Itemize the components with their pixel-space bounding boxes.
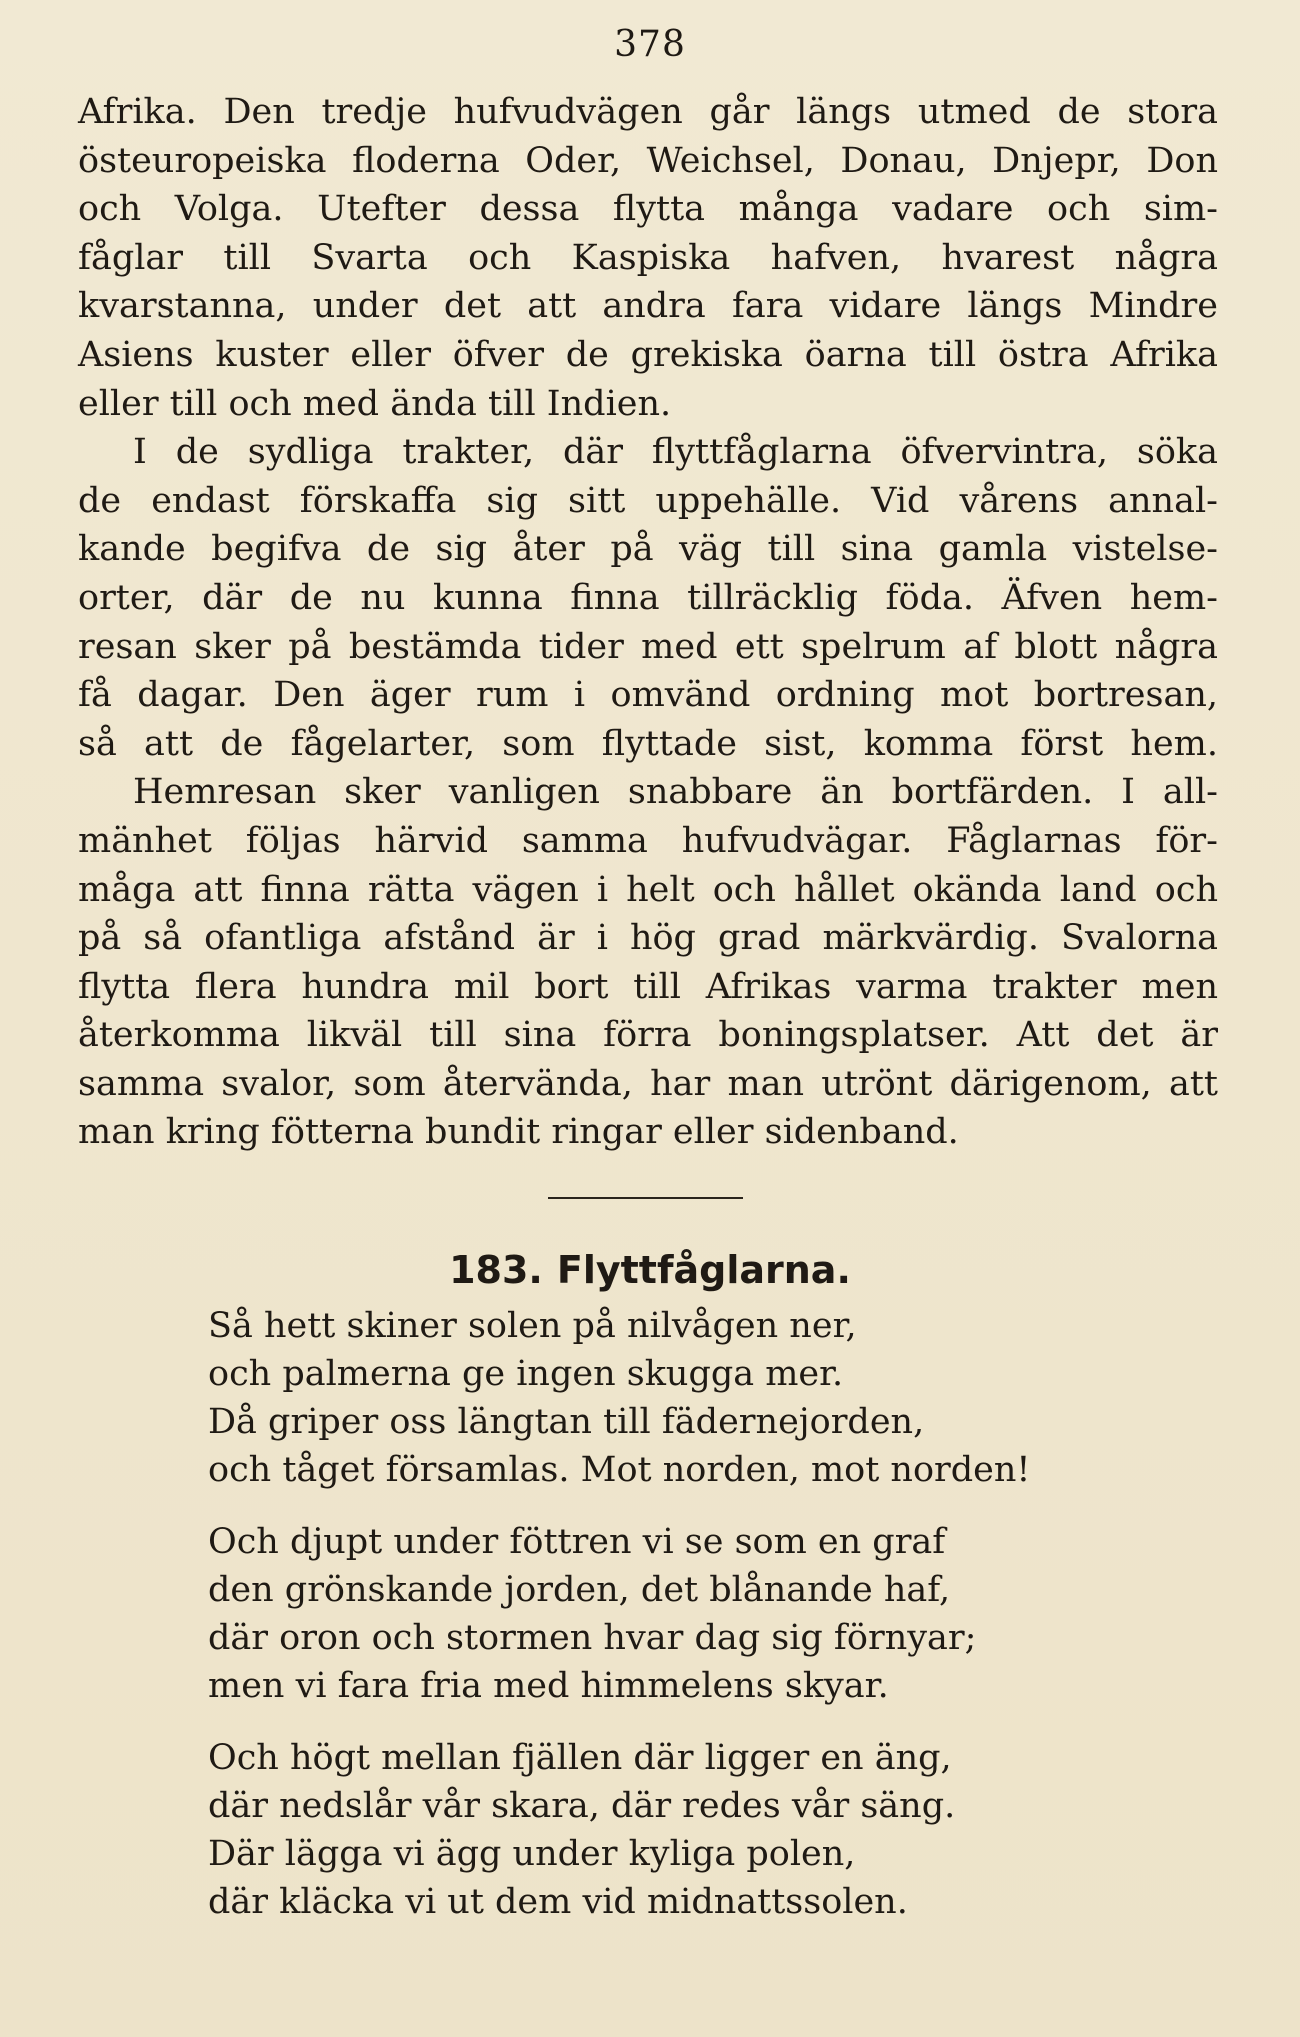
poem-stanza [208,1734,1168,1926]
prose-line: kande begifva de sig åter på väg till sina gamla vistelse- [78,529,1218,570]
poem-line: Och djupt under föttren vi se som en graf [208,1522,946,1562]
poem-line: Så hett skiner solen på nilvågen ner, [208,1306,857,1346]
prose-line: så att de fågelarter, som flyttade sist, komma först hem. [78,723,1218,764]
poem-stanza [208,1302,1168,1494]
poem-line: den grönskande jorden, det blånande haf, [208,1570,951,1610]
prose-line: eller till och med ända till Indien. [78,383,672,424]
page-number: 378 [614,24,686,65]
prose-line: måga att finna rätta vägen i helt och hållet okända land och [78,869,1218,910]
poem-line: Där lägga vi ägg under kyliga polen, [208,1834,856,1874]
section-divider [548,1197,743,1199]
poem-line: men vi fara fria med himmelens skyar. [208,1666,889,1706]
poem-line: där kläcka vi ut dem vid midnattssolen. [208,1882,908,1922]
prose-line: fåglar till Svarta och Kaspiska hafven, hvarest några [78,237,1218,278]
poem-line: och tåget församlas. Mot norden, mot norden! [208,1450,1031,1490]
prose-line: återkomma likväl till sina förra boningsplatser. Att det är [78,1015,1218,1056]
prose-line: de endast förskaffa sig sitt uppehälle. Vid vårens annal- [78,480,1218,521]
prose-body [78,88,1218,1157]
poem [208,1302,1168,1950]
prose-line: samma svalor, som återvända, har man utrönt därigenom, att [78,1063,1218,1104]
poem-stanza [208,1518,1168,1710]
poem-line: där nedslår vår skara, där redes vår säng. [208,1786,956,1826]
poem-line: och palmerna ge ingen skugga mer. [208,1354,844,1394]
prose-line: man kring fötterna bundit ringar eller sidenband. [78,1112,959,1153]
prose-line: östeuropeiska floderna Oder, Weichsel, Donau, Dnjepr, Don [78,140,1218,181]
section-title: Flyttfåglarna. [556,1248,851,1292]
poem-line: Då griper oss längtan till fädernejorden, [208,1402,925,1442]
prose-line: Asiens kuster eller öfver de grekiska öarna till östra Afrika [78,334,1218,375]
prose-line: och Volga. Utefter dessa flytta många vadare och sim- [78,189,1218,230]
poem-line: där oron och stormen hvar dag sig förnyar; [208,1618,977,1658]
prose-line: Hemresan sker vanligen snabbare än bortfärden. I all- [133,772,1218,813]
prose-line: på så ofantliga afstånd är i hög grad märkvärdig. Svalorna [78,918,1218,959]
poem-line: Och högt mellan fjällen där ligger en äng, [208,1738,952,1778]
prose-line: resan sker på bestämda tider med ett spelrum af blott några [78,626,1218,667]
prose-line: orter, där de nu kunna finna tillräcklig föda. Äfven hem- [78,577,1218,618]
prose-line: få dagar. Den äger rum i omvänd ordning mot bortresan, [78,675,1218,716]
prose-line: flytta flera hundra mil bort till Afrikas varma trakter men [78,966,1218,1007]
prose-line: kvarstanna, under det att andra fara vidare längs Mindre [78,286,1218,327]
prose-line: mänhet följas härvid samma hufvudvägar. Fåglarnas för- [78,820,1218,861]
prose-line: I de sydliga trakter, där flyttfåglarna öfvervintra, söka [133,432,1218,473]
section-heading [0,1240,1300,1300]
prose-line: Afrika. Den tredje hufvudvägen går längs utmed de stora [78,92,1218,132]
section-number: 183. [449,1248,543,1292]
